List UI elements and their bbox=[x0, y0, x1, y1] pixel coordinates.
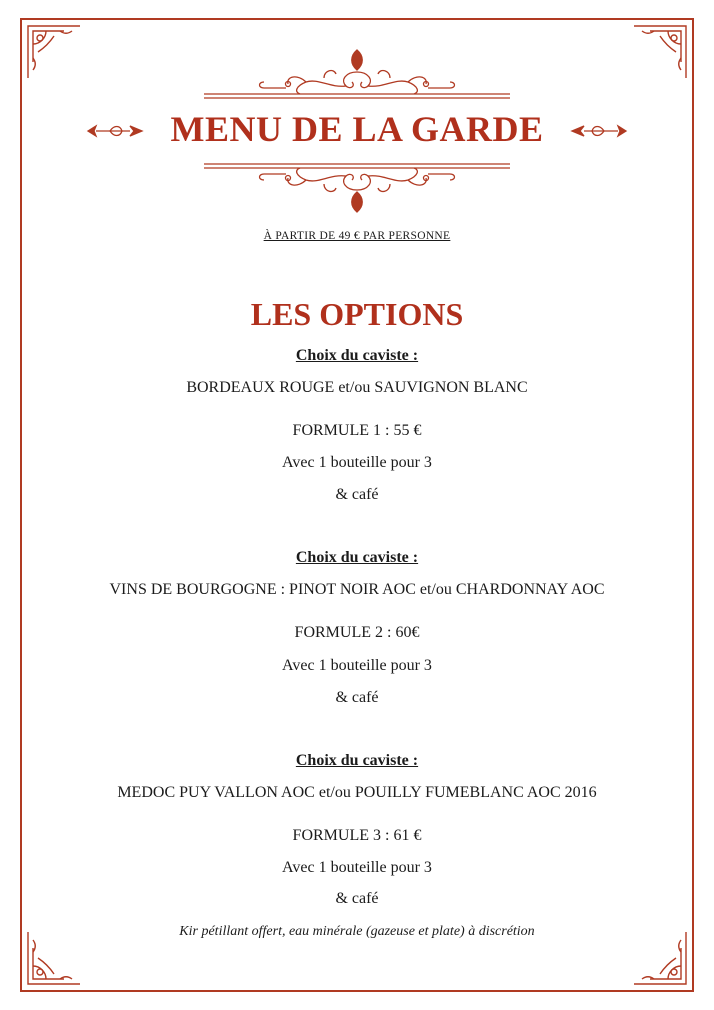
wine-selection: VINS DE BOURGOGNE : PINOT NOIR AOC et/ou CHARDONNAY AOC bbox=[109, 581, 605, 598]
menu-title: MENU DE LA GARDE bbox=[170, 109, 544, 149]
corner-flourish-icon bbox=[630, 22, 690, 82]
bottle-info: Avec 1 bouteille pour 3 bbox=[282, 454, 432, 471]
coffee-info: & café bbox=[335, 689, 379, 706]
corner-flourish-icon bbox=[24, 22, 84, 82]
formula-price: FORMULE 2 : 60€ bbox=[294, 624, 420, 641]
header-scroll-ornament-icon bbox=[200, 160, 514, 220]
caviste-label: Choix du caviste : bbox=[295, 549, 419, 566]
bottle-info: Avec 1 bouteille pour 3 bbox=[282, 657, 432, 674]
caviste-label: Choix du caviste : bbox=[295, 347, 419, 364]
wine-selection: MEDOC PUY VALLON AOC et/ou POUILLY FUMEBLANC AOC 2016 bbox=[117, 784, 597, 801]
bottle-info: Avec 1 bouteille pour 3 bbox=[282, 859, 432, 876]
formula-price: FORMULE 1 : 55 € bbox=[292, 422, 422, 439]
price-subtitle: À PARTIR DE 49 € PAR PERSONNE bbox=[263, 230, 451, 242]
section-title: LES OPTIONS bbox=[250, 296, 464, 332]
formula-price: FORMULE 3 : 61 € bbox=[292, 827, 422, 844]
coffee-info: & café bbox=[335, 486, 379, 503]
header-scroll-ornament-icon bbox=[200, 42, 514, 102]
footer-note: Kir pétillant offert, eau minérale (gazeuse et plate) à discrétion bbox=[179, 924, 535, 939]
wine-selection: BORDEAUX ROUGE et/ou SAUVIGNON BLANC bbox=[186, 379, 528, 396]
coffee-info: & café bbox=[335, 890, 379, 907]
caviste-label: Choix du caviste : bbox=[295, 752, 419, 769]
